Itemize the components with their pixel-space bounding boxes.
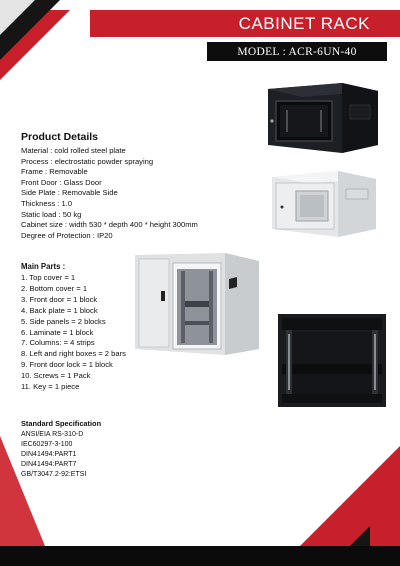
part-item: 6. Laminate = 1 block [21, 327, 94, 337]
bottom-right-black-decoration [350, 526, 370, 546]
detail-line: Frame : Removable [21, 167, 88, 177]
main-parts-heading: Main Parts : [21, 262, 66, 271]
detail-line: Thickness : 1.0 [21, 198, 73, 208]
title-banner [90, 10, 400, 37]
model-banner [207, 42, 387, 61]
page-title: CABINET RACK [238, 13, 370, 33]
part-item: 5. Side panels = 2 blocks [21, 316, 106, 326]
standard-specification-section [21, 419, 141, 480]
detail-line: Static load : 50 kg [21, 209, 82, 219]
main-parts-section [21, 262, 141, 393]
cabinet-white-image [268, 167, 380, 240]
standard-item: ANSI/EIA RS-310-D [21, 431, 84, 438]
part-item: 1. Top cover = 1 [21, 273, 76, 282]
standard-item: DIN41494:PART7 [21, 461, 77, 468]
detail-line: Process : electrostatic powder spraying [21, 156, 154, 166]
cabinet-interior-image [278, 314, 386, 407]
cabinet-black-image [262, 75, 382, 155]
standard-item: DIN41494:PART1 [21, 451, 77, 458]
part-item: 4. Back plate = 1 block [21, 305, 98, 315]
corner-decoration-grey [0, 0, 35, 35]
detail-line: Material : cold rolled steel plate [21, 146, 126, 155]
part-item: 7. Columns: = 4 strips [21, 338, 95, 348]
product-details-heading: Product Details [21, 131, 99, 143]
cabinet-open-image [133, 251, 261, 356]
part-item: 2. Bottom cover = 1 [21, 283, 88, 293]
part-item: 8. Left and right boxes = 2 bars [21, 349, 126, 359]
part-item: 9. Front door lock = 1 block [21, 360, 113, 370]
part-item: 3. Front door = 1 block [21, 294, 98, 304]
standard-item: GB/T3047.2-92:ETSI [21, 471, 87, 478]
detail-line: Front Door : Glass Door [21, 177, 102, 187]
standard-specification-heading: Standard Specification [21, 419, 102, 428]
footer-bar [0, 546, 400, 566]
detail-line: Degree of Protection : IP20 [21, 230, 113, 240]
standard-item: IEC60297-3-100 [21, 441, 73, 448]
part-item: 11. Key = 1 piece [21, 382, 80, 392]
part-item: 10. Screws = 1 Pack [21, 371, 91, 381]
detail-line: Cabinet size : width 530 * depth 400 * height 300mm [21, 220, 198, 230]
detail-line: Side Plate : Removable Side [21, 188, 118, 198]
product-details-section [21, 131, 251, 241]
model-label: MODEL : ACR-6UN-40 [237, 45, 357, 58]
